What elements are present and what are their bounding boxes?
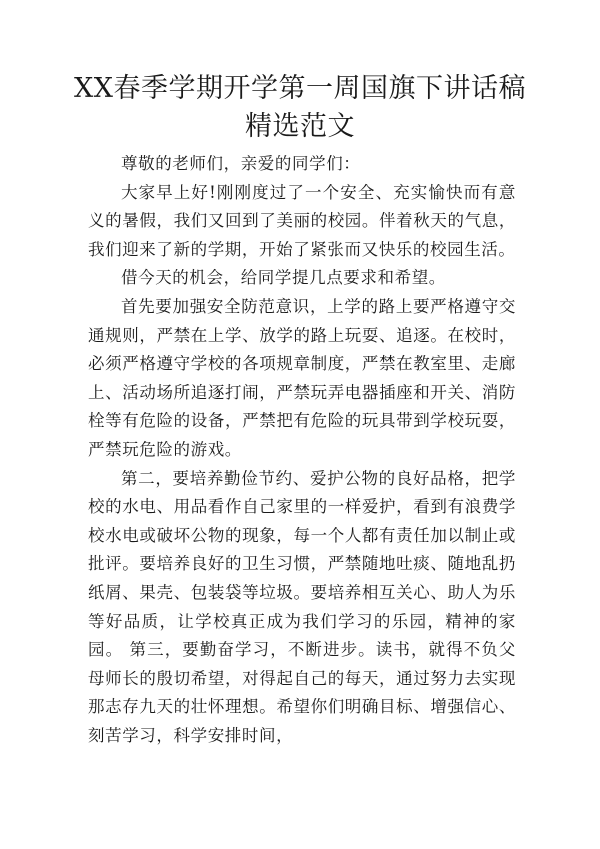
- paragraph-greeting: 尊敬的老师们，亲爱的同学们：: [121, 154, 361, 173]
- document-title: XX春季学期开学第一周国旗下讲话稿精选范文: [74, 73, 526, 142]
- paragraph-safety: 首先要加强安全防范意识，上学的路上要严格遵守交通规则，严禁在上学、放学的路上玩耍、追逐。在校时，必须严格遵守学校的各项规章制度，严禁在教室里、走廊上、活动场所追逐打闹，严禁玩弄电器插座和开关、消防栓等有危险的设备，严禁把有危险的玩具带到学校玩耍，严禁玩危险的游戏。: [88, 296, 516, 459]
- document-body: [88, 150, 516, 750]
- paragraph-second-third: 第二，要培养勤俭节约、爱护公物的良好品格，把学校的水电、用品看作自己家里的一样爱护，看到有浪费学校水电或破坏公物的现象，每一个人都有责任加以制止或批评。要培养良好的卫生习惯，严禁随地吐痰、随地乱扔纸屑、果壳、包装袋等垃圾。要培养相互关心、助人为乐等好品质，让学校真正成为我们学习的乐园，精神的家园。 第三，要勤奋学习，不断进步。读书，就得不负父母师长的殷切希望，对得起自己的每天，通过努力去实现那志存九天的壮怀理想。希望你们明确目标、增强信心、刻苦学习，科学安排时间，: [88, 468, 516, 745]
- paragraph-opening: 大家早上好!刚刚度过了一个安全、充实愉快而有意义的暑假，我们又回到了美丽的校园。伴着秋天的气息，我们迎来了新的学期，开始了紧张而又快乐的校园生活。: [88, 182, 516, 259]
- paragraph-requirements-intro: 借今天的机会，给同学提几点要求和希望。: [121, 268, 446, 288]
